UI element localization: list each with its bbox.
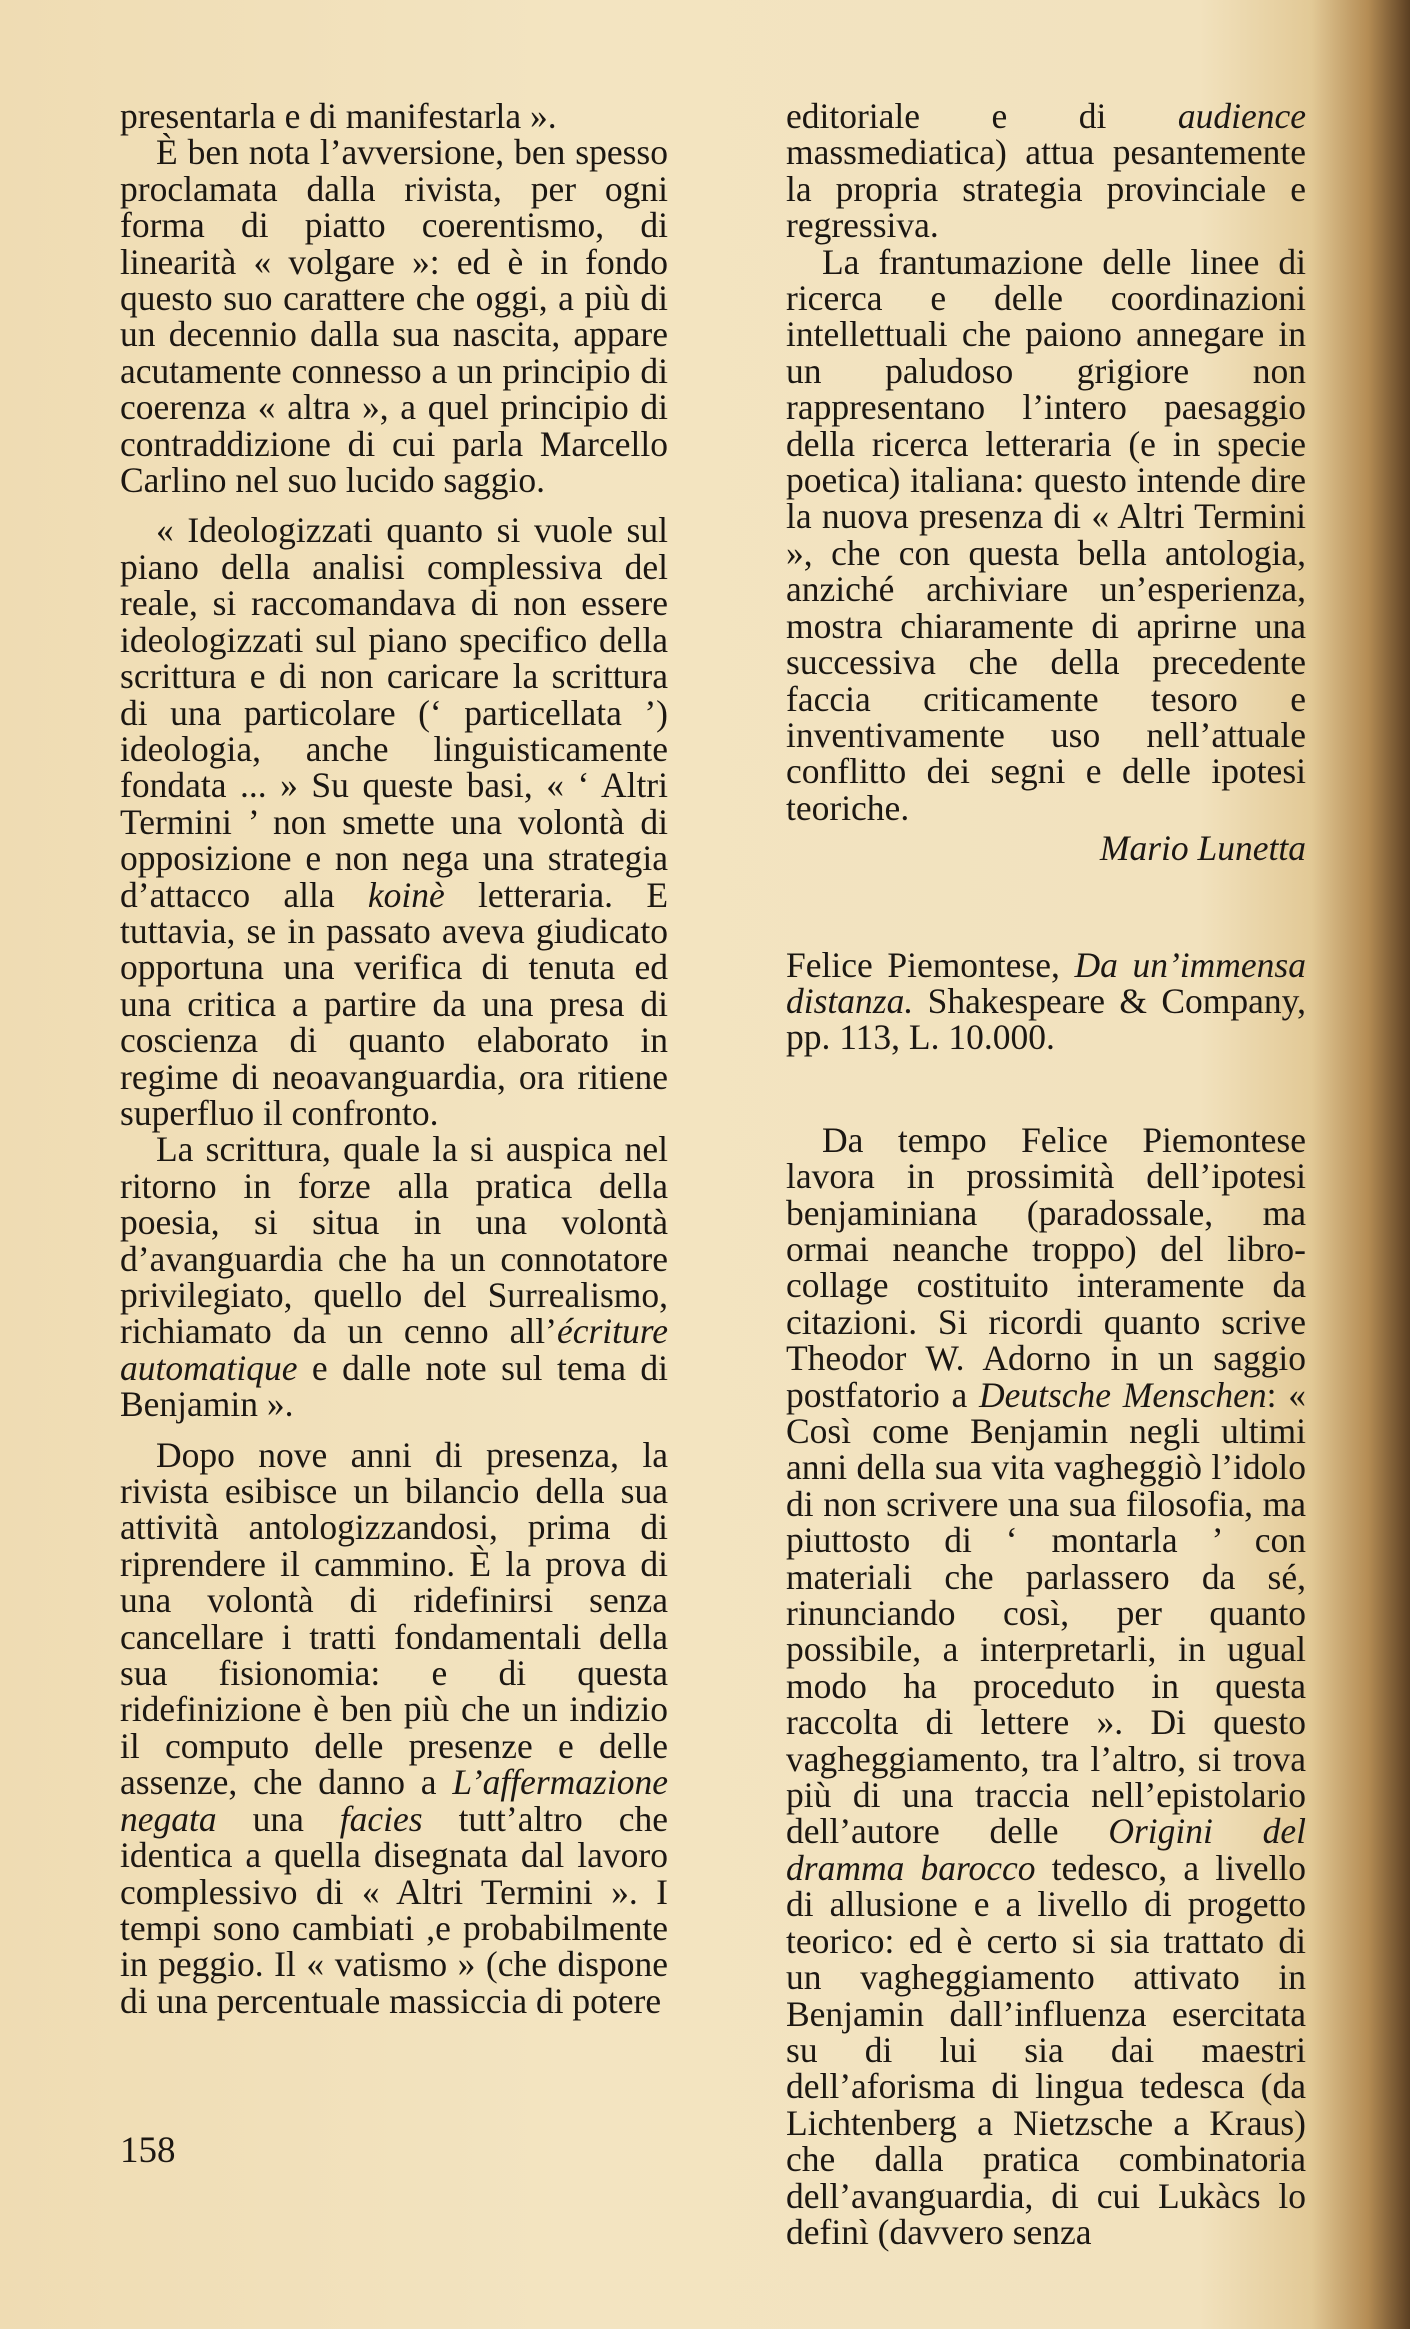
paragraph-avversione: È ben nota l’avversione, ben spesso proclamata dalla rivista, per ogni forma di piatto coerentismo, di linearità « volgare »: ed è in fondo questo suo carattere che oggi, a più di un decennio dalla sua nascita, appare acutamente connesso a un principio di coerenza « altra », a quel principio di contraddizione di cui parla Marcello Carlino nel suo lucido saggio. <box>120 132 668 501</box>
editoriale-italic: audience <box>1177 96 1306 136</box>
nove-anni-italic-title: L’affermazione negata <box>120 1762 668 1839</box>
paragraph-continuation: presentarla e di manifestarla ». <box>120 96 557 136</box>
scrittura-text-b: e dalle note sul tema di Benjamin ». <box>120 1347 668 1425</box>
book-title: Da un’immensa distanza. <box>786 944 1306 1021</box>
scrittura-italic: écriture automatique <box>120 1311 668 1388</box>
book-reference <box>786 944 1306 1058</box>
review-signature: Mario Lunetta <box>1099 828 1306 869</box>
page-number: 158 <box>120 2130 176 2171</box>
nove-anni-text-a: Dopo nove anni di presenza, la rivista esibisce un bilancio della sua attività antologizzandosi, prima di riprendere il cammino. È la prova di una volontà di ridefinirsi senza cancellare i tratti fondamentali della sua fisionomia: e di questa ridefinizione è ben più che un indizio il computo delle presenze e delle assenze, che danno a <box>120 1434 668 1803</box>
piemontese-text-mid: : « Così come Benjamin negli ultimi anni della sua vita vagheggiò l’idolo di non scrivere una sua filosofia, ma piuttosto di ‘ montarla ’ con materiali che parlassero da sé, rinunciando così, per quanto possibile, a interpretarli, in ugual modo ha proceduto in questa raccolta di lettere ». Di questo vagheggiamento, tra l’altro, si trova più di una traccia nell’epistolario dell’autore delle <box>786 1374 1306 1852</box>
quote-text-a: « Ideologizzati quanto si vuole sul piano della analisi complessiva del reale, si raccomandava di non essere ideologizzati sul piano specifico della scrittura e di non caricare la scrittura di una particolare (‘ particellata ’) ideologia, anche linguisticamente fondata ... » Su queste basi, « ‘ Altri Termini ’ non smette una volontà di opposizione e non nega una strategia d’attacco alla <box>120 510 668 915</box>
paragraph-frantumazione: La frantumazione delle linee di ricerca e delle coordinazioni intellettuali che paiono annegare in un paludoso grigiore non rappresentano l’intero paesaggio della ricerca letteraria (e in specie poetica) italiana: questo intende dire la nuova presenza di « Altri Termini », che con questa bella antologia, anziché archiviare un’esperienza, mostra chiaramente di aprirne una successiva che della precedente faccia criticamente tesoro e inventivamente uso nell’attuale conflitto dei segni e delle ipotesi teoriche. <box>786 241 1306 828</box>
editoriale-text-b: massmediatica) attua pesantemente la propria strategia provinciale e regressiva. <box>786 132 1306 246</box>
editoriale-text-a: editoriale e di <box>786 96 1107 136</box>
right-column <box>786 98 1306 2250</box>
piemontese-italic-origini: Origini del dramma barocco <box>786 1811 1306 1888</box>
nove-anni-italic-facies: facies <box>339 1798 423 1839</box>
paragraph-quotation <box>120 512 668 1131</box>
piemontese-italic-deutsche: Deutsche Menschen <box>978 1374 1267 1415</box>
piemontese-text-a: Da tempo Felice Piemontese lavora in prossimità dell’ipotesi benjaminiana (paradossale, ma ormai neanche troppo) del libro-collage costituito interamente da citazioni. Si ricordi quanto scrive Theodor W. Adorno in un saggio postfatorio a <box>786 1119 1306 1415</box>
scrittura-text-a: La scrittura, quale la si auspica nel ritorno in forze alla pratica della poesia, si situa in una volontà d’avanguardia che ha un connotatore privilegiato, quello del Surrealismo, richiamato da un cenno all’ <box>120 1129 668 1352</box>
quote-text-b: letteraria. E tuttavia, se in passato aveva giudicato opportuna una verifica di tenuta ed una critica a partire da una presa di coscienza di quanto elaborato in regime di neoavanguardia, ora ritiene superfluo il confronto. <box>120 874 669 1133</box>
paragraph-editoriale <box>786 98 1306 244</box>
paragraph-scrittura <box>120 1129 668 1425</box>
nove-anni-text-mid: una <box>252 1798 304 1839</box>
nove-anni-text-b: tutt’altro che identica a quella disegnata dal lavoro complessivo di « Altri Termini ». I tempi sono cambiati ,e probabilmente in peggio. Il « vatismo » (che dispone di una percentuale massiccia di potere <box>120 1798 668 2021</box>
quote-italic-koine: koinè <box>367 874 445 915</box>
book-details: Shakespeare & Company, pp. 113, L. 10.000. <box>786 980 1306 1058</box>
left-column <box>120 98 668 2019</box>
book-author: Felice Piemontese, <box>786 944 1060 985</box>
piemontese-text-b: tedesco, a livello di allusione e a livello di progetto teorico: ed è certo si sia trattato di un vagheggiamento attivato in Benjamin dall’influenza esercitata su di lui sia dai maestri dell’aforisma di lingua tedesca (da Lichtenberg a Nietzsche a Kraus) che dalla pratica combinatoria dell’avanguardia, di cui Lukàcs lo definì (davvero senza <box>786 1847 1306 2252</box>
paragraph-nove-anni <box>120 1434 668 2021</box>
paragraph-piemontese <box>786 1119 1306 2252</box>
